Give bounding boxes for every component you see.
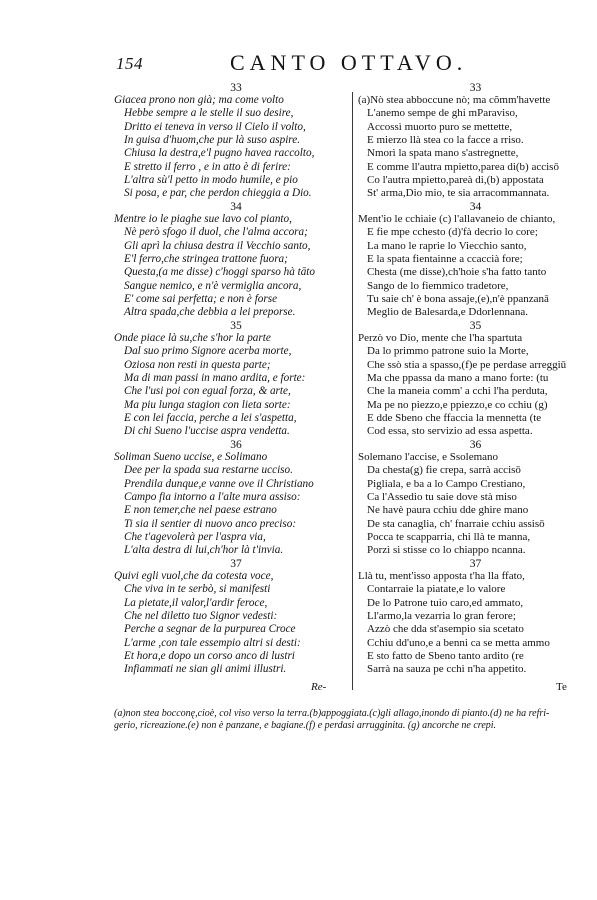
verse-line: E sto fatto de Sbeno tanto ardito (re: [367, 650, 524, 663]
verse-line: Si posa, e par, che perdon chieggia a Dio.: [124, 187, 312, 200]
catchword-right: Te: [556, 681, 567, 693]
verse-line: La mano le raprie lo Viecchio santo,: [367, 239, 527, 252]
verse-line: E stretto il ferro , e in atto è di ferire:: [124, 160, 291, 173]
verse-line: Prendila dunque,e vanne ove il Christiano: [124, 477, 314, 490]
verse-line: Dal suo primo Signore acerba morte,: [124, 345, 292, 358]
verse-line: Porzì si stisse co lo chiappo ncanna.: [367, 544, 526, 557]
verse-line: E la spata fientainne a ccaccià fore;: [367, 253, 523, 266]
verse-line: Dritto ei teneva in verso il Cielo il volto,: [124, 120, 306, 133]
verse-line: Di chi Sueno l'uccise aspra vendetta.: [124, 425, 290, 438]
verse-line: Azzò che dda st'asempio sia scetato: [367, 623, 524, 636]
verse-line: Ti sia il sentier di nuovo anco preciso:: [124, 517, 297, 530]
verse-line: Pigliala, e ba a lo Campo Crestiano,: [367, 477, 526, 490]
verse-line: Cod essa, sto servizio ad essa aspetta.: [367, 425, 533, 438]
verse-line: Hebbe sempre a le stelle il suo desire,: [124, 107, 294, 120]
verse-line: E'l ferro,che stringea trattone fuora;: [124, 253, 288, 266]
verse-line: Quivi egli vuol,che da cotesta voce,: [114, 570, 274, 582]
verse-line: Che nel diletto tuo Signor vedesti:: [124, 610, 278, 623]
verse-line: Soliman Sueno uccise, e Solimano: [114, 451, 268, 463]
page-header: [0, 50, 597, 78]
verse-line: Gli aprì la chiusa destra il Vecchio santo,: [124, 239, 311, 252]
verse-line: (a)Nò stea abboccune nò; ma cõmm'havette: [358, 94, 551, 106]
stanza-number: 34: [469, 201, 482, 213]
verse-line: E' come sai perfetta; e non è forse: [124, 293, 278, 306]
catchword-left: Re-: [311, 681, 327, 693]
verse-line: E non temer,che nel paese estrano: [124, 504, 277, 517]
stanza: [358, 82, 583, 201]
stanza: [114, 558, 348, 677]
verse-line: Che l'usi poi con egual forza, & arte,: [124, 385, 291, 398]
verse-line: Infiammati ne sian gli animi illustri.: [124, 663, 287, 676]
stanza: [114, 439, 348, 558]
verse-line: Ll'armo,la vezarria lo gran ferore;: [367, 610, 516, 623]
stanza-number: 36: [469, 439, 482, 451]
footnote-line: gerio, ricreazione.(e) non è panzane, e bagiane.(f) e perdasi arrugginita. (g) ancorche ne crepi.: [114, 720, 497, 731]
verse-line: Dee per la spada sua restarne ucciso.: [124, 464, 293, 477]
verse-line: Ca l'Assedio tu saie dove stà miso: [367, 491, 517, 504]
stanza: [114, 201, 348, 320]
verse-line: Ma di man passi in mano ardita, e forte:: [124, 372, 306, 385]
verse-line: Solemano l'accise, e Ssolemano: [358, 451, 499, 463]
stanza-number: 37: [230, 558, 242, 570]
verse-line: Che ssò stia a spasso,(f)e pe perdase arreggiū: [367, 358, 567, 371]
verse-line: L'arme ,con tale essempio altri si desti:: [124, 636, 301, 649]
verse-line: Contarraie la piatate,e lo valore: [367, 583, 506, 596]
verse-line: Cchiu dd'uno,e a benni ca se metta ammo: [367, 636, 550, 649]
verse-line: E fie mpe cchesto (d)'fà decrio lo core;: [367, 226, 538, 239]
verse-line: Ma piu lunga stagion con lieta sorte:: [124, 398, 291, 411]
verse-line: E mierzo llà stea co la facce a rriso.: [367, 134, 524, 147]
stanza-number: 34: [230, 201, 242, 213]
verse-line: Ne havè paura cchiu dde ghire mano: [367, 504, 529, 517]
neapolitan-column: [358, 82, 583, 677]
verse-line: Che viva in te serbò, si manifesti: [124, 583, 271, 596]
stanza: [358, 439, 583, 558]
stanza-number: 37: [469, 558, 482, 570]
verse-line: L'alta destra di lui,ch'hor là t'invia.: [124, 544, 284, 557]
verse-line: Sango de lo fiemmico tradetore,: [367, 279, 509, 292]
verse-line: Chesta (me disse),ch'hoie s'ha fatto tanto: [367, 266, 547, 279]
verse-line: Oziosa non resti in questa parte;: [124, 358, 271, 371]
verse-line: In guisa d'huom,che pur là suso aspire.: [124, 134, 301, 147]
verse-line: E comme ll'autra mpietto,parea di(b) accisō: [367, 160, 559, 173]
verse-line: Et hora,e dopo un corso anco di lustri: [124, 650, 295, 663]
verse-line: Questa,(a me disse) c'hoggi sparso hà tāto: [124, 266, 316, 279]
stanza: [358, 320, 583, 439]
verse-line: Nè però sfogo il duol, che l'alma accora;: [124, 226, 308, 239]
footnotes: [114, 708, 584, 732]
stanza: [358, 201, 583, 320]
verse-line: Perzò vo Dio, mente che l'ha spartuta: [358, 332, 523, 344]
verse-line: De lo Patrone tuio caro,ed ammato,: [367, 596, 524, 609]
verse-line: E con lei faccia, perche a lei s'aspetta,: [124, 412, 297, 425]
verse-line: Da lo primmo patrone suio la Morte,: [367, 345, 529, 358]
footnote-line: (a)non stea bocconę,cioè, col viso verso la terra.(b)appoggiata.(c)gli allago,inondo di pianto.(d) ne ha refri-: [114, 708, 550, 719]
stanza-number: 33: [469, 82, 482, 94]
verse-line: Sangue nemico, e n'è vermiglia ancora,: [124, 279, 302, 292]
stanza-number: 33: [230, 82, 242, 94]
running-title: CANTO OTTAVO.: [230, 50, 468, 75]
verse-line: L'altra sù'l petto in modo humile, e pio: [124, 174, 298, 187]
verse-line: Accossì muorto puro se mettette,: [367, 120, 513, 133]
verse-line: Mentre io le piaghe sue lavo col pianto,: [114, 213, 292, 225]
verse-line: Che la maneia comm' a cchi l'ha perduta,: [367, 385, 548, 398]
verse-line: Tu saie ch' è bona assaje,(e),n'è ppanzanā: [367, 293, 549, 306]
verse-line: Ma pe no piezzo,e ppiezzo,e co cchiu (g): [367, 398, 548, 411]
verse-line: Chiusa la destra,e'l pugno havea raccolto,: [124, 147, 315, 160]
stanza: [114, 82, 348, 201]
verse-line: Che t'agevolerà per l'aspra via,: [124, 531, 266, 544]
verse-line: Ment'io le cchiaie (c) l'allavaneio de chianto,: [358, 213, 556, 225]
stanza: [358, 558, 583, 677]
column-divider: [352, 92, 353, 690]
verse-line: Altra spada,che debbia a lei preporse.: [124, 306, 296, 319]
verse-line: Giacea prono non già; ma come volto: [114, 94, 284, 106]
stanza: [114, 320, 348, 439]
verse-line: Meglio de Balesarda,e Ddorlennana.: [367, 306, 528, 319]
verse-line: Sarrà na sauza pe cchi n'ha appetito.: [367, 663, 527, 676]
stanza-number: 35: [230, 320, 242, 332]
verse-line: L'anemo sempe de ghi mParaviso,: [367, 107, 518, 120]
verse-line: La pietate,il valor,l'ardir feroce,: [124, 596, 268, 609]
verse-line: Nmorì la spata mano s'astregnette,: [367, 147, 519, 160]
verse-line: Ma che ppassa da mano a mano forte: (tu: [367, 372, 549, 385]
verse-line: De sta canaglia, ch' fnarraie cchiu assisō: [367, 517, 545, 530]
stanza-number: 35: [469, 320, 482, 332]
verse-line: Pocca te scapparria, chi llà te manna,: [367, 531, 531, 544]
italian-column: [114, 82, 348, 677]
verse-line: Da chesta(g) fie crepa, sarrà accisō: [367, 464, 521, 477]
verse-line: E dde Sbeno che ffaccia la mennetta (te: [367, 412, 542, 425]
stanza-number: 36: [230, 439, 242, 451]
verse-line: Perche a segnar de la purpurea Croce: [124, 623, 296, 636]
verse-line: Llà tu, ment'isso apposta t'ha lla ffato,: [358, 570, 525, 582]
page-number: 154: [116, 54, 143, 73]
verse-line: Campo fia intorno a l'alte mura assiso:: [124, 491, 301, 504]
verse-line: Onde piace là su,che s'hor la parte: [114, 332, 271, 344]
verse-line: Co l'autra mpietto,pareà di,(b) appostata: [367, 174, 544, 187]
verse-line: St' arma,Dio mio, te sia arracommannata.: [367, 187, 550, 200]
